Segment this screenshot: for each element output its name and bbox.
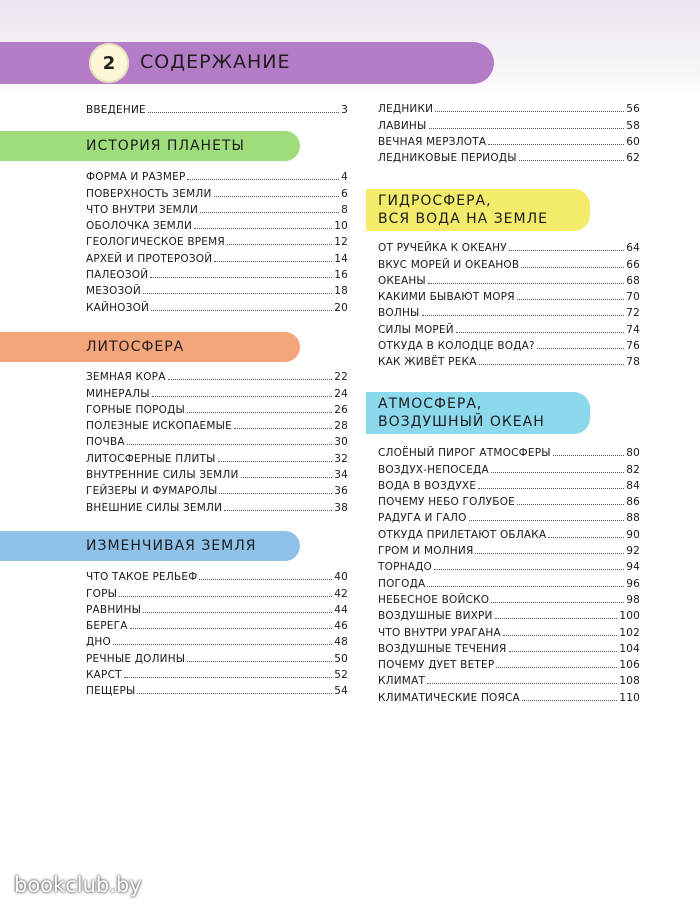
toc-entry: [378, 254, 640, 270]
toc-entry-title: ЛИТОСФЕРНЫЕ ПЛИТЫ: [86, 452, 216, 465]
toc-list-changing: [86, 567, 348, 697]
toc-entry: [86, 583, 348, 599]
dot-leader: [187, 179, 339, 180]
toc-entry-page: 90: [626, 528, 640, 541]
toc-entry: [86, 416, 348, 432]
toc-entry-page: 94: [626, 561, 640, 574]
dot-leader: [429, 128, 625, 129]
toc-entry: [86, 216, 348, 232]
section-banner-changing: [0, 531, 300, 561]
toc-entry-page: 26: [334, 403, 348, 416]
dot-leader: [194, 228, 332, 229]
toc-entry-page: 104: [619, 642, 640, 655]
toc-entry-page: 6: [341, 187, 348, 200]
toc-entry-title: ВВЕДЕНИЕ: [86, 104, 146, 117]
toc-entry-page: 62: [626, 152, 640, 165]
toc-entry-page: 10: [334, 220, 348, 233]
section-banner-hydro: [366, 189, 590, 231]
toc-entry-page: 82: [626, 463, 640, 476]
dot-leader: [491, 602, 624, 603]
toc-entry-title: КАК ЖИВЁТ РЕКА: [378, 356, 477, 369]
toc-entry: [378, 352, 640, 368]
dot-leader: [151, 310, 332, 311]
toc-entry-page: 64: [626, 242, 640, 255]
toc-entry-page: 32: [334, 452, 348, 465]
toc-entry-title: КАЙНОЗОЙ: [86, 301, 150, 314]
toc-entry: [86, 600, 348, 616]
dot-leader: [521, 267, 624, 268]
toc-list-history: [86, 167, 348, 314]
toc-entry: [86, 248, 348, 264]
toc-entry: [86, 432, 348, 448]
dot-leader: [427, 586, 624, 587]
toc-entry-title: ГЕОЛОГИЧЕСКОЕ ВРЕМЯ: [86, 236, 225, 249]
toc-entry-title: ВНУТРЕННИЕ СИЛЫ ЗЕМЛИ: [86, 469, 239, 482]
toc-entry: [86, 400, 348, 416]
page-number-badge: [89, 43, 129, 83]
toc-entry-page: 44: [334, 603, 348, 616]
dot-leader: [519, 160, 625, 161]
toc-entry-page: 28: [334, 420, 348, 433]
toc-entry: [378, 238, 640, 254]
toc-entry-title: КАКИМИ БЫВАЮТ МОРЯ: [378, 291, 515, 304]
toc-entry-page: 52: [334, 669, 348, 682]
toc-entry-page: 56: [626, 103, 640, 116]
toc-entry-title: ТОРНАДО: [378, 561, 432, 574]
toc-entry-title: ВОЗДУШНЫЕ ВИХРИ: [378, 610, 493, 623]
toc-entry-title: ПОЧЕМУ НЕБО ГОЛУБОЕ: [378, 496, 515, 509]
section-banner-litho: [0, 332, 300, 362]
toc-entry-page: 102: [619, 626, 640, 639]
toc-entry: [378, 459, 640, 475]
dot-leader: [428, 283, 624, 284]
dot-leader: [152, 396, 333, 397]
toc-entry: [378, 606, 640, 622]
toc-entry-page: 50: [334, 652, 348, 665]
toc-entry-page: 8: [341, 203, 348, 216]
section-title-line: ЛИТОСФЕРА: [86, 339, 185, 355]
page-number: 2: [102, 52, 116, 74]
toc-entry-page: 106: [619, 659, 640, 672]
toc-entry-page: 66: [626, 258, 640, 271]
dot-leader: [548, 537, 624, 538]
toc-entry: [378, 492, 640, 508]
toc-entry: [86, 183, 348, 199]
dot-leader: [427, 683, 617, 684]
toc-entry: [86, 200, 348, 216]
dot-leader: [127, 444, 332, 445]
section-title-line: ВСЯ ВОДА НА ЗЕМЛЕ: [378, 211, 548, 227]
toc-entry-title: РАВНИНЫ: [86, 603, 142, 616]
toc-entry-title: ПОЧВА: [86, 436, 125, 449]
toc-entry: [378, 508, 640, 524]
toc-list-ice: [378, 99, 640, 164]
toc-entry-title: ЛЕДНИКОВЫЕ ПЕРИОДЫ: [378, 152, 517, 165]
dot-leader: [168, 379, 333, 380]
toc-entry: [86, 297, 348, 313]
toc-entry-page: 58: [626, 119, 640, 132]
toc-entry-page: 12: [334, 236, 348, 249]
toc-entry-title: ЧТО ВНУТРИ ЗЕМЛИ: [86, 203, 199, 216]
toc-entry: [378, 319, 640, 335]
dot-leader: [199, 579, 332, 580]
toc-entry: [378, 132, 640, 148]
toc-entry: [378, 687, 640, 703]
toc-entry-page: 76: [626, 340, 640, 353]
toc-entry: [378, 476, 640, 492]
toc-entry: [86, 448, 348, 464]
dot-leader: [475, 553, 624, 554]
toc-entry-page: 3: [341, 104, 348, 117]
toc-entry-title: ПОГОДА: [378, 577, 426, 590]
intro-entry-block: [86, 100, 348, 116]
toc-entry: [378, 622, 640, 638]
toc-entry: [378, 557, 640, 573]
toc-entry-title: КЛИМАТИЧЕСКИЕ ПОЯСА: [378, 691, 520, 704]
dot-leader: [150, 277, 332, 278]
dot-leader: [496, 667, 617, 668]
toc-entry: [86, 616, 348, 632]
toc-entry-page: 48: [334, 636, 348, 649]
toc-entry-title: ГРОМ И МОЛНИЯ: [378, 545, 474, 558]
dot-leader: [479, 364, 625, 365]
toc-entry: [86, 681, 348, 697]
dot-leader: [224, 510, 332, 511]
toc-entry: [378, 336, 640, 352]
toc-entry-title: ПАЛЕОЗОЙ: [86, 269, 149, 282]
toc-entry-page: 14: [334, 252, 348, 265]
toc-entry-page: 40: [334, 571, 348, 584]
dot-leader: [478, 488, 624, 489]
toc-entry: [86, 232, 348, 248]
dot-leader: [200, 212, 339, 213]
toc-entry-title: СИЛЫ МОРЕЙ: [378, 323, 454, 336]
toc-entry-page: 34: [334, 469, 348, 482]
dot-leader: [434, 569, 624, 570]
toc-entry-title: ГЕЙЗЕРЫ И ФУМАРОЛЫ: [86, 485, 218, 498]
toc-entry-title: ОТ РУЧЕЙКА К ОКЕАНУ: [378, 242, 507, 255]
toc-entry: [378, 148, 640, 164]
toc-entry-title: БЕРЕГА: [86, 620, 128, 633]
toc-entry-page: 22: [334, 371, 348, 384]
toc-entry-title: ПОЧЕМУ ДУЕТ ВЕТЕР: [378, 659, 495, 672]
toc-entry-page: 30: [334, 436, 348, 449]
section-banner-atmo: [366, 392, 590, 434]
dot-leader: [537, 348, 624, 349]
toc-entry-title: ЧТО ВНУТРИ УРАГАНА: [378, 626, 501, 639]
toc-entry-title: ВНЕШНИЕ СИЛЫ ЗЕМЛИ: [86, 501, 223, 514]
toc-entry: [86, 383, 348, 399]
dot-leader: [137, 693, 332, 694]
dot-leader: [491, 472, 624, 473]
section-title-line: ИЗМЕНЧИВАЯ ЗЕМЛЯ: [86, 538, 257, 554]
toc-entry: [378, 303, 640, 319]
toc-entry-title: ЧТО ТАКОЕ РЕЛЬЕФ: [86, 571, 198, 584]
toc-entry: [378, 655, 640, 671]
toc-entry-title: КЛИМАТ: [378, 675, 426, 688]
toc-entry-title: ВОЗДУШНЫЕ ТЕЧЕНИЯ: [378, 642, 507, 655]
toc-entry: [378, 443, 640, 459]
toc-entry: [86, 632, 348, 648]
toc-entry-title: НЕБЕСНОЕ ВОЙСКО: [378, 593, 490, 606]
dot-leader: [113, 644, 332, 645]
toc-entry-title: ВЕЧНАЯ МЕРЗЛОТА: [378, 135, 487, 148]
dot-leader: [469, 520, 625, 521]
toc-entry-page: 78: [626, 356, 640, 369]
toc-entry: [378, 541, 640, 557]
toc-entry-title: ВОЛНЫ: [378, 307, 420, 320]
toc-entry: [378, 271, 640, 287]
toc-entry: [86, 281, 348, 297]
section-title-line: АТМОСФЕРА,: [378, 396, 483, 412]
toc-entry: [378, 524, 640, 540]
toc-entry-title: ЗЕМНАЯ КОРА: [86, 371, 166, 384]
toc-entry-title: ПОВЕРХНОСТЬ ЗЕМЛИ: [86, 187, 212, 200]
toc-entry: [378, 590, 640, 606]
toc-entry-page: 84: [626, 479, 640, 492]
toc-entry: [378, 99, 640, 115]
toc-entry-page: 20: [334, 301, 348, 314]
toc-list-litho: [86, 367, 348, 514]
dot-leader: [119, 596, 332, 597]
toc-entry-page: 38: [334, 501, 348, 514]
toc-entry-title: ОБОЛОЧКА ЗЕМЛИ: [86, 220, 193, 233]
toc-entry: [86, 648, 348, 664]
dot-leader: [456, 332, 624, 333]
dot-leader: [422, 315, 625, 316]
section-title-line: ИСТОРИЯ ПЛАНЕТЫ: [86, 138, 245, 154]
section-title-line: ВОЗДУШНЫЙ ОКЕАН: [378, 414, 545, 430]
toc-entry-page: 98: [626, 593, 640, 606]
toc-entry-title: РАДУГА И ГАЛО: [378, 512, 467, 525]
dot-leader: [214, 261, 332, 262]
toc-entry-page: 92: [626, 545, 640, 558]
dot-leader: [503, 635, 618, 636]
dot-leader: [219, 493, 332, 494]
dot-leader: [148, 112, 339, 113]
toc-entry: [86, 167, 348, 183]
toc-entry-title: ФОРМА И РАЗМЕР: [86, 171, 186, 184]
dot-leader: [234, 428, 332, 429]
toc-entry-title: ГОРНЫЕ ПОРОДЫ: [86, 403, 185, 416]
toc-entry-page: 80: [626, 447, 640, 460]
toc-entry-title: ОТКУДА ПРИЛЕТАЮТ ОБЛАКА: [378, 528, 547, 541]
toc-entry-page: 72: [626, 307, 640, 320]
toc-entry-page: 54: [334, 685, 348, 698]
dot-leader: [124, 677, 333, 678]
toc-entry-page: 36: [334, 485, 348, 498]
toc-entry-page: 42: [334, 587, 348, 600]
dot-leader: [187, 661, 332, 662]
dot-leader: [214, 196, 340, 197]
toc-entry-title: ОКЕАНЫ: [378, 274, 426, 287]
toc-entry: [86, 265, 348, 281]
toc-entry-page: 60: [626, 135, 640, 148]
toc-entry: [86, 465, 348, 481]
dot-leader: [218, 461, 333, 462]
toc-entry-title: ПЕЩЕРЫ: [86, 685, 136, 698]
toc-list-hydro: [378, 238, 640, 368]
toc-entry-page: 108: [619, 675, 640, 688]
toc-entry: [86, 497, 348, 513]
dot-leader: [143, 293, 332, 294]
toc-entry-page: 68: [626, 274, 640, 287]
dot-leader: [517, 504, 624, 505]
dot-leader: [509, 250, 624, 251]
dot-leader: [435, 111, 624, 112]
toc-entry-title: ГОРЫ: [86, 587, 118, 600]
toc-entry-title: ЛЕДНИКИ: [378, 103, 434, 116]
toc-entry: [86, 567, 348, 583]
toc-entry-page: 74: [626, 323, 640, 336]
dot-leader: [517, 299, 625, 300]
dot-leader: [187, 412, 332, 413]
dot-leader: [522, 700, 617, 701]
toc-entry: [378, 115, 640, 131]
dot-leader: [488, 144, 624, 145]
toc-entry-title: КАРСТ: [86, 669, 122, 682]
toc-entry: [86, 100, 348, 116]
toc-entry-title: ДНО: [86, 636, 111, 649]
dot-leader: [143, 612, 332, 613]
dot-leader: [509, 651, 618, 652]
toc-entry-page: 86: [626, 496, 640, 509]
dot-leader: [241, 477, 333, 478]
toc-entry: [86, 481, 348, 497]
toc-entry: [378, 573, 640, 589]
page-title: СОДЕРЖАНИЕ: [140, 51, 291, 73]
toc-entry: [378, 639, 640, 655]
toc-entry-title: СЛОЁНЫЙ ПИРОГ АТМОСФЕРЫ: [378, 447, 551, 460]
toc-entry-page: 100: [619, 610, 640, 623]
toc-entry: [378, 671, 640, 687]
section-banner-history: [0, 131, 300, 161]
toc-entry-page: 4: [341, 171, 348, 184]
dot-leader: [130, 628, 333, 629]
toc-entry-page: 70: [626, 291, 640, 304]
section-title-line: ГИДРОСФЕРА,: [378, 193, 492, 209]
toc-entry-title: АРХЕЙ И ПРОТЕРОЗОЙ: [86, 252, 213, 265]
toc-entry-title: ВОЗДУХ-НЕПОСЕДА: [378, 463, 489, 476]
dot-leader: [227, 244, 332, 245]
toc-entry-title: ПОЛЕЗНЫЕ ИСКОПАЕМЫЕ: [86, 420, 232, 433]
toc-entry-title: МИНЕРАЛЫ: [86, 387, 150, 400]
toc-entry-page: 16: [334, 269, 348, 282]
toc-entry-page: 24: [334, 387, 348, 400]
toc-entry: [378, 287, 640, 303]
toc-entry-page: 96: [626, 577, 640, 590]
watermark: bookclub.by: [14, 873, 142, 897]
toc-list-atmo: [378, 443, 640, 704]
dot-leader: [495, 618, 618, 619]
toc-entry-page: 88: [626, 512, 640, 525]
toc-entry-title: МЕЗОЗОЙ: [86, 285, 141, 298]
toc-entry: [86, 367, 348, 383]
toc-entry-page: 46: [334, 620, 348, 633]
toc-entry-title: ВОДА В ВОЗДУХЕ: [378, 479, 477, 492]
toc-entry-page: 110: [619, 691, 640, 704]
dot-leader: [553, 455, 625, 456]
toc-entry-title: ОТКУДА В КОЛОДЦЕ ВОДА?: [378, 340, 535, 353]
toc-entry: [86, 665, 348, 681]
toc-entry-title: РЕЧНЫЕ ДОЛИНЫ: [86, 652, 186, 665]
toc-entry-title: ВКУС МОРЕЙ И ОКЕАНОВ: [378, 258, 520, 271]
toc-entry-page: 18: [334, 285, 348, 298]
toc-entry-title: ЛАВИНЫ: [378, 119, 427, 132]
